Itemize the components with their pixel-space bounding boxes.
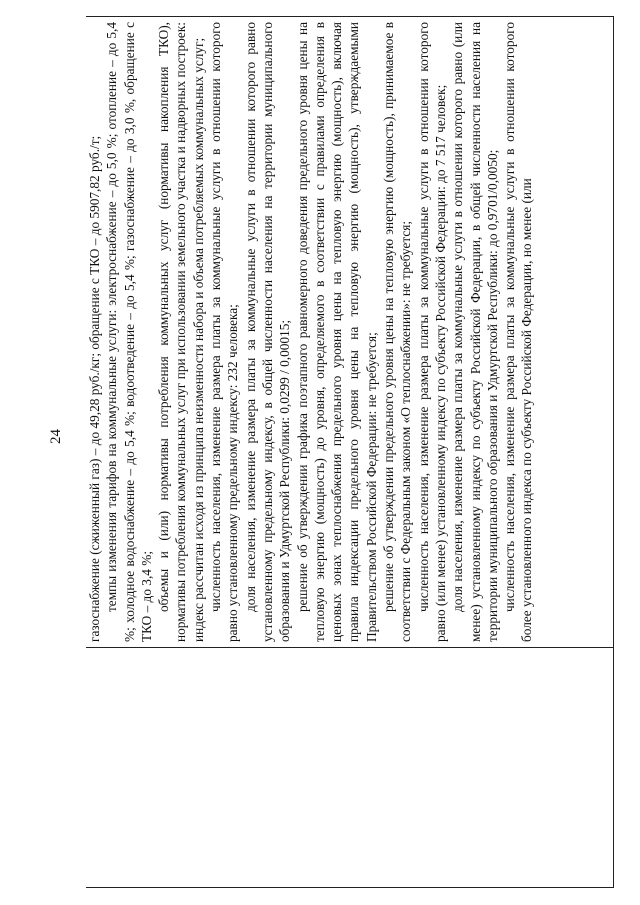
paragraph: решение об утверждении графика поэтапного равномерного доведения предельного уровня цены на тепловую энергию (мощность) до уровня, определяемого в соответствии с правилами определения в ценовых зонах теплоснабжения предельного уровня цены на тепловую энергию (мощность), включая правила индексации предельного уровня цены на тепловую энергию (мощность), утверждаемыми Правительством Российской Федерации: не требуется;	[294, 22, 379, 642]
paragraph: численность населения, изменение размера платы за коммунальные услуги в отношении которого равно установленному предельному индексу: 232 человека;	[208, 22, 241, 642]
paragraph: темпы изменения тарифов на коммунальные услуги: электроснабжение – до 5,0 %; отопление – до 5,4 %; холодное водоснабжение – до 5,4 %; водоотведение – до 5,4 %; газоснабжение – до 3,0 %, обращение с ТКО – до 3,4 %;	[104, 22, 154, 642]
page-number: 24	[48, 429, 64, 444]
paragraph: численность населения, изменение размера платы за коммунальные услуги в отношении которого равно (или менее) установленному индексу по субъекту Российской Федерации: до 7 517 человек;	[415, 22, 448, 642]
paragraph: доля населения, изменение размера платы за коммунальные услуги в отношении которого равно (или менее) установленному индексу по субъекту Российской Федерации, в общей численности населения на территории муниципального образования и Удмуртской Республики: до 0,9701/0,0050;	[450, 22, 500, 642]
paragraph: объемы и (или) нормативы потребления коммунальных услуг (нормативы накопления ТКО), нормативы потребления коммунальных услуг при использовании земельного участка и надворных построек: индекс рассчитан исходя из принципа неизменности набора и объема потребляемых коммунальных услуг;	[156, 22, 206, 642]
paragraph: численность населения, изменение размера платы за коммунальные услуги в отношении которого более установленного индекса по субъекту Российской Федерации, но менее (или	[502, 22, 535, 642]
paragraph: газоснабжение (сжиженный газ) – до 49,28 руб./кг; обращение с ТКО – до 5907,82 руб./т;	[87, 135, 102, 642]
paragraph: решение об утверждении предельного уровня цены на тепловую энергию (мощность), принимаемое в соответствии с Федеральным законом «О теплоснабжении»: не требуется;	[381, 22, 414, 642]
table-text-column	[86, 17, 613, 647]
rotated-table	[86, 16, 614, 888]
paragraph: доля населения, изменение размера платы за коммунальные услуги в отношении которого равно установленному предельному индексу, в общей численности населения на территории муниципального образования и Удмуртской Республики: 0,0299 / 0,00015;	[242, 22, 293, 642]
table-left-column	[86, 647, 613, 887]
